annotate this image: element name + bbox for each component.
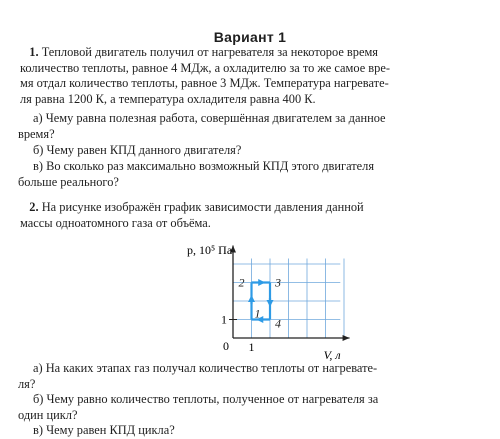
point-label-3: 3 — [275, 275, 281, 290]
y-tick-label: 1 — [221, 312, 227, 327]
origin-label: 0 — [223, 339, 229, 353]
x-tick-label: 1 — [248, 340, 255, 354]
task1-line-3: мя отдал количество теплоты, равное 3 МДж. Температура нагревате- — [20, 76, 389, 90]
variant-title: Вариант 1 — [213, 29, 287, 45]
task1-question-b: б) Чему равен КПД данного двигателя? — [33, 143, 242, 157]
task1-question-c: в) Во сколько раз максимально возможный КПД этого двигателя больше реального? — [18, 159, 375, 189]
task2-line-2: массы одноатомного газа от объёма. — [20, 215, 211, 230]
task2-question-c: в) Чему равен КПД цикла? — [33, 423, 175, 437]
task2-question-b: б) Чему равно количество теплоты, полученное от нагревателя за один цикл? — [18, 392, 379, 422]
point-label-2: 2 — [238, 275, 245, 290]
pv-diagram — [165, 232, 365, 362]
task1-line-4: ля равна 1200 К, а температура охладителя равна 400 К. — [20, 91, 316, 106]
point-label-1: 1 — [254, 306, 261, 321]
task1-number: 1. — [29, 45, 39, 59]
task2-statement — [20, 200, 486, 231]
x-axis-label: V, л — [323, 348, 341, 362]
task1-line-1: 1. Тепловой двигатель получил от нагревателя за некоторое время — [29, 45, 379, 59]
task2-number: 2. — [29, 200, 39, 214]
task1-statement — [20, 45, 486, 107]
task2-line-1: 2. На рисунке изображён график зависимости давления данной — [29, 200, 364, 214]
y-axis-label: p, 10⁵ Па — [187, 242, 233, 257]
task2-question-a: а) На каких этапах газ получал количество теплоты от нагревате- ля? — [18, 361, 378, 391]
point-label-4: 4 — [275, 316, 281, 331]
task1-line-2: количество теплоты, равное 4 МДж, а охладителю за то же самое вре- — [20, 60, 390, 75]
task1-question-a: а) Чему равна полезная работа, совершённая двигателем за данное время? — [18, 111, 386, 141]
